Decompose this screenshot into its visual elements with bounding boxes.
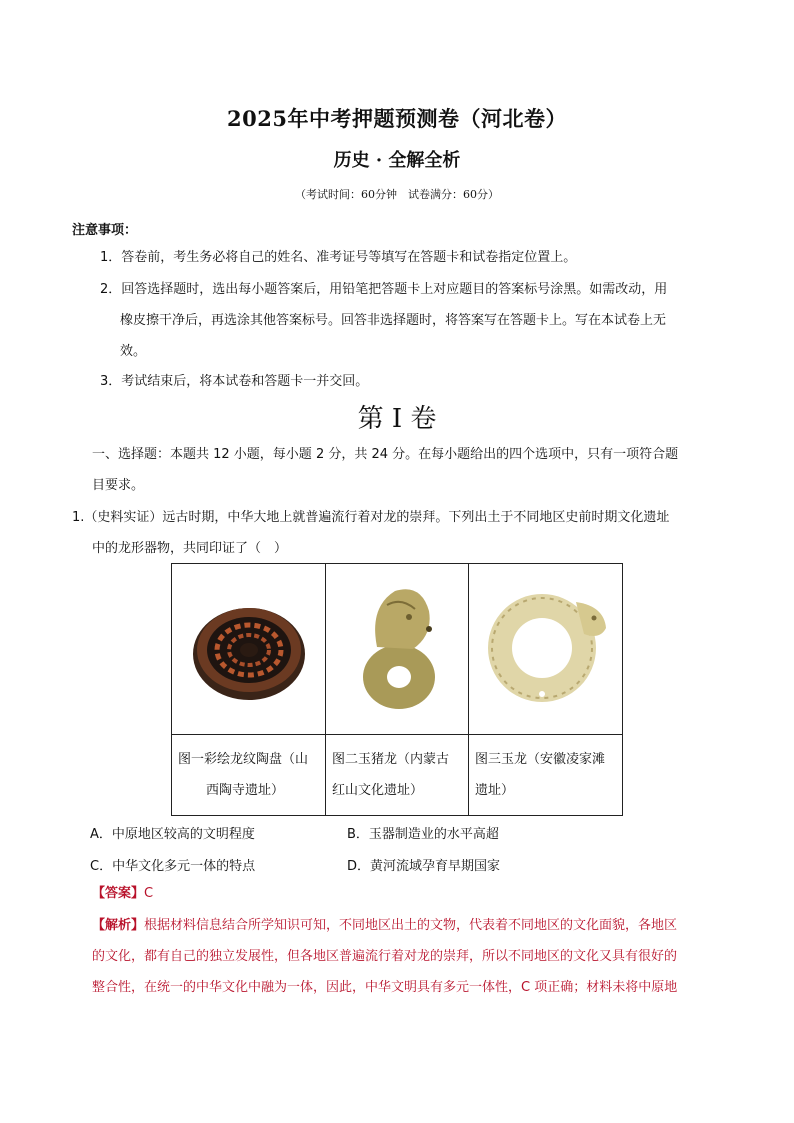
analysis-label: 【解析】 — [92, 918, 145, 933]
analysis-line-1 — [92, 910, 677, 941]
note-item-2-end: 效。 — [120, 344, 147, 359]
section-title: 第 I 卷 — [357, 404, 437, 434]
note-item-3: 3．考试结束后，将本试卷和答题卡一并交回。 — [100, 374, 369, 389]
figure-3-caption-line1: 图三玉龙（安徽凌家滩 — [475, 752, 606, 767]
figure-2-image-cell — [326, 564, 469, 735]
answer-label: 【答案】 — [92, 886, 145, 901]
figure-1-image-cell — [172, 564, 326, 735]
jade-dragon-ring-icon — [476, 582, 616, 712]
page-subtitle: 历史 · 全解全析 — [333, 150, 461, 171]
option-a: A．中原地区较高的文明程度 — [90, 827, 255, 842]
analysis-line-3: 整合性，在统一的中华文化中融为一体，因此，中华文明具有多元一体性，C 项正确；材料未将中原地 — [92, 980, 678, 995]
analysis-line-2: 的文化，都有自己的独立发展性，但各地区普遍流行着对龙的崇拜，所以不同地区的文化又具有很好的 — [92, 949, 678, 964]
painted-pottery-plate-icon — [189, 592, 309, 702]
option-b: B．玉器制造业的水平高超 — [347, 827, 499, 842]
note-item-2-cont: 橡皮擦干净后，再选涂其他答案标号。回答非选择题时，将答案写在答题卡上。写在本试卷上无 — [120, 313, 667, 328]
option-c: C．中华文化多元一体的特点 — [90, 859, 256, 874]
question-stem: 1.（史料实证）远古时期，中华大地上就普遍流行着对龙的崇拜。下列出土于不同地区史前时期文化遗址 — [72, 510, 670, 525]
answer-line — [92, 878, 153, 909]
figure-1-caption-line1: 图一彩绘龙纹陶盘（山 — [178, 752, 309, 767]
section-instruction-cont: 目要求。 — [92, 478, 145, 493]
question-stem-cont: 中的龙形器物，共同印证了（ ） — [92, 541, 288, 556]
figure-1-caption — [172, 735, 326, 816]
option-d: D．黄河流域孕育早期国家 — [347, 859, 501, 874]
figure-3-caption — [469, 735, 623, 816]
figure-3-image-cell — [469, 564, 623, 735]
figure-2-caption-line1: 图二玉猪龙（内蒙古 — [332, 752, 450, 767]
figure-table — [171, 563, 623, 816]
figure-3-caption-line2: 遗址） — [475, 783, 515, 798]
figure-2-caption-line2: 红山文化遗址） — [332, 783, 424, 798]
jade-pig-dragon-icon — [347, 577, 447, 717]
note-item-1: 1．答卷前，考生务必将自己的姓名、准考证号等填写在答题卡和试卷指定位置上。 — [100, 250, 577, 265]
figure-1-caption-line2: 西陶寺遗址） — [206, 783, 285, 798]
section-instruction: 一、选择题：本题共 12 小题，每小题 2 分，共 24 分。在每小题给出的四个选项中，只有一项符合题 — [92, 447, 679, 462]
page-title: 2025年中考押题预测卷（河北卷） — [227, 106, 567, 131]
notes-heading: 注意事项： — [72, 223, 138, 238]
analysis-text-1: 根据材料信息结合所学知识可知，不同地区出土的文物，代表着不同地区的文化面貌，各地区 — [144, 918, 678, 933]
note-item-2: 2．回答选择题时，选出每小题答案后，用铅笔把答题卡上对应题目的答案标号涂黑。如需改动，用 — [100, 282, 668, 297]
answer-value: C — [144, 886, 154, 901]
figure-2-caption — [326, 735, 469, 816]
exam-info: （考试时间：60分钟 试卷满分：60分） — [295, 188, 499, 201]
